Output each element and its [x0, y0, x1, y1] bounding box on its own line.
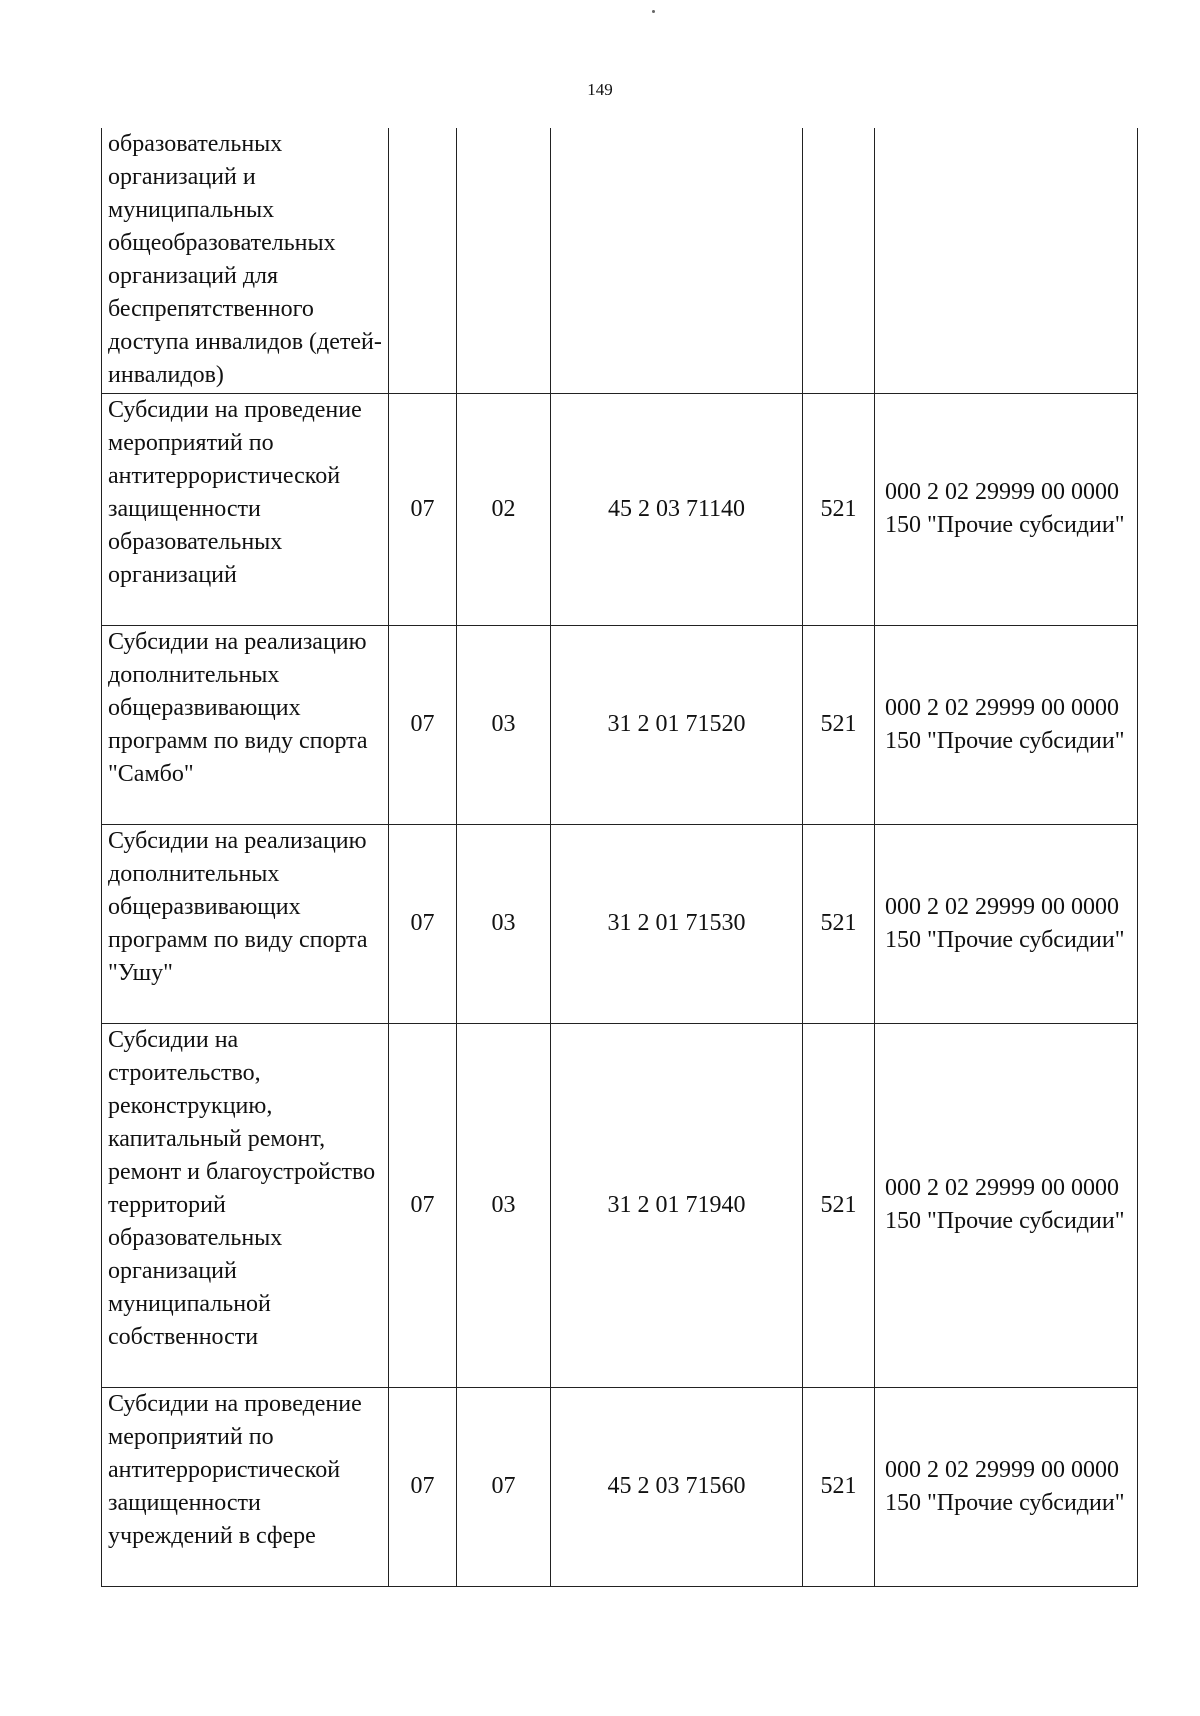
row-name: образовательных организаций и муниципальных общеобразовательных организаций для беспрепятственного доступа инвалидов (детей-инвалидов) [102, 128, 389, 393]
row-vr: 521 [803, 1023, 875, 1387]
row-code [875, 128, 1138, 393]
row-csr: 31 2 01 71530 [551, 824, 803, 1023]
row-podrazdel: 07 [457, 1387, 551, 1586]
table-row [102, 393, 1138, 625]
row-code: 000 2 02 29999 00 0000 150 "Прочие субсидии" [875, 1387, 1138, 1586]
row-razdel [389, 128, 457, 393]
row-podrazdel: 02 [457, 393, 551, 625]
row-name: Субсидии на реализацию дополнительных общеразвивающих программ по виду спорта "Ушу" [102, 824, 389, 1023]
row-name: Субсидии на строительство, реконструкцию, капитальный ремонт, ремонт и благоустройство территорий образовательных организаций муниципальной собственности [102, 1023, 389, 1387]
table-row [102, 1387, 1138, 1586]
row-csr [551, 128, 803, 393]
row-csr: 31 2 01 71520 [551, 625, 803, 824]
row-razdel: 07 [389, 625, 457, 824]
scan-speck [652, 10, 655, 13]
table-row [102, 625, 1138, 824]
table-row [102, 824, 1138, 1023]
row-code: 000 2 02 29999 00 0000 150 "Прочие субсидии" [875, 393, 1138, 625]
row-code: 000 2 02 29999 00 0000 150 "Прочие субсидии" [875, 1023, 1138, 1387]
row-name: Субсидии на проведение мероприятий по антитеррористической защищенности учреждений в сфере [102, 1387, 389, 1586]
budget-table [101, 128, 1138, 1587]
row-podrazdel: 03 [457, 625, 551, 824]
row-code: 000 2 02 29999 00 0000 150 "Прочие субсидии" [875, 824, 1138, 1023]
table-row [102, 128, 1138, 393]
row-razdel: 07 [389, 824, 457, 1023]
row-vr [803, 128, 875, 393]
row-csr: 45 2 03 71140 [551, 393, 803, 625]
row-vr: 521 [803, 1387, 875, 1586]
page-number: 149 [587, 80, 613, 99]
row-podrazdel [457, 128, 551, 393]
row-name: Субсидии на проведение мероприятий по антитеррористической защищенности образовательных организаций [102, 393, 389, 625]
row-podrazdel: 03 [457, 824, 551, 1023]
row-podrazdel: 03 [457, 1023, 551, 1387]
row-razdel: 07 [389, 393, 457, 625]
row-razdel: 07 [389, 1023, 457, 1387]
row-vr: 521 [803, 393, 875, 625]
table-row [102, 1023, 1138, 1387]
row-razdel: 07 [389, 1387, 457, 1586]
row-code: 000 2 02 29999 00 0000 150 "Прочие субсидии" [875, 625, 1138, 824]
row-csr: 45 2 03 71560 [551, 1387, 803, 1586]
row-vr: 521 [803, 625, 875, 824]
row-csr: 31 2 01 71940 [551, 1023, 803, 1387]
row-vr: 521 [803, 824, 875, 1023]
row-name: Субсидии на реализацию дополнительных общеразвивающих программ по виду спорта "Самбо" [102, 625, 389, 824]
